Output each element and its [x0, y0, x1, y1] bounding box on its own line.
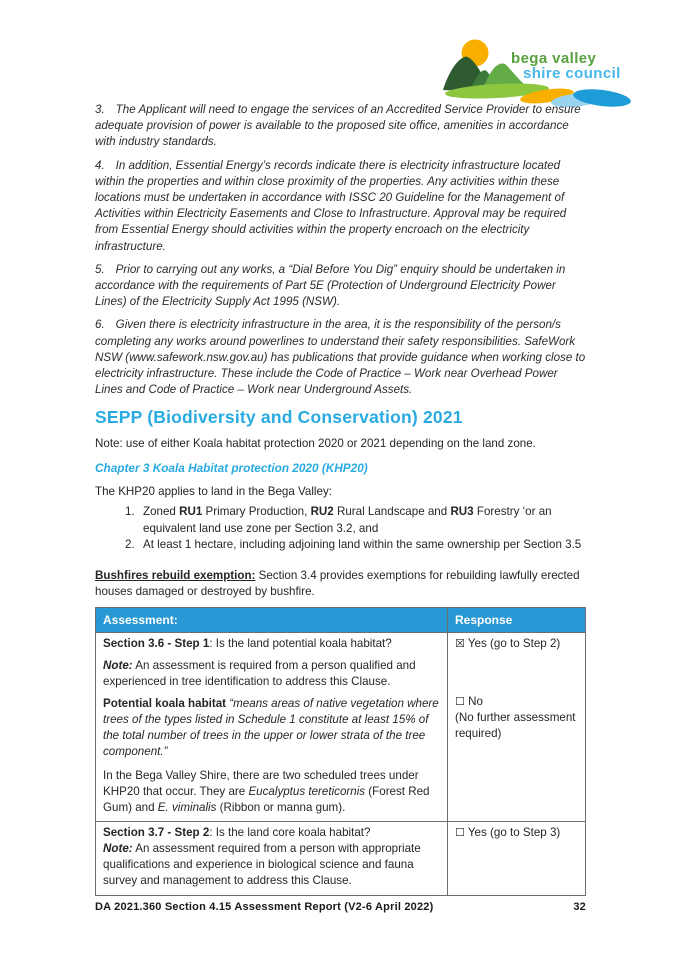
table-row-step2 [96, 821, 586, 895]
list-item-text [143, 504, 586, 537]
response-label: Yes (go to Step 3) [464, 825, 561, 839]
bushfire-exemption-paragraph [95, 568, 586, 601]
paragraph-3 [95, 102, 586, 151]
step2-response-yes [455, 825, 577, 841]
paragraph-number: 3. [95, 103, 105, 116]
list-text-run: Rural Landscape and [333, 505, 451, 519]
scheduled-trees-paragraph [103, 768, 439, 816]
paragraph-text: The Applicant will need to engage the services of an Accredited Service Provider to ensure adequate provision of power is available to the proposed site office, amenities in accordance with industry standards. [95, 103, 581, 149]
step2-assessment-cell [96, 821, 448, 895]
paragraph-text: Prior to carrying out any works, a “Dial Before You Dig” enquiry should be undertaken in accordance with the requirements of Part 5E (Protection of Underground Electricity Power Lines) of the Electricity Supply Act 1995 (NSW). [95, 262, 566, 309]
trees-text-run: (Ribbon or manna gum). [216, 800, 346, 814]
checkbox-checked-icon: ☒ [455, 636, 465, 650]
section-note: Note: use of either Koala habitat protection 2020 or 2021 depending on the land zone. [95, 437, 536, 451]
logo-text-line1: bega valley [511, 50, 597, 67]
khp20-criteria-list [125, 504, 586, 554]
assessment-table [95, 607, 586, 896]
trees-text-run: In the Bega Valley Shire, there are two scheduled trees under KHP20 that occur. They are [103, 768, 419, 798]
note-lead: Note: [103, 841, 133, 855]
spacer [455, 658, 577, 694]
response-label: Yes (go to Step 2) [464, 636, 561, 650]
potential-habitat-definition [103, 696, 439, 760]
step1-response-cell [448, 632, 586, 821]
checkbox-unchecked-icon: ☐ [455, 694, 465, 708]
step1-question-lead: Section 3.6 - Step 1 [103, 636, 210, 650]
species-name: E. viminalis [157, 800, 217, 814]
list-item [125, 537, 586, 554]
definition-quote: “means areas of native vegetation where trees of the types listed in Schedule 1 constitute at least 15% of the total number of trees in the upper or lower strata of the tree component.” [103, 696, 439, 758]
paragraph-number: 6. [95, 318, 105, 332]
logo-text-line2: shire council [523, 65, 621, 82]
paragraph-text: Given there is electricity infrastructure in the area, it is the responsibility of the person/s completing any works around powerlines to understand their safety responsibilities. SafeWork NSW (www.safework.nsw.gov.au) has publications that provide guidance when working close to electricity infrastructure. These include the Code of Practice – Work near Overhead Power Lines and Code of Practice – Work near Underground Assets. [95, 318, 586, 397]
step2-question [103, 825, 439, 841]
note-lead: Note: [103, 658, 133, 672]
step1-response-no-note: (No further assessment required) [455, 710, 576, 740]
step1-response-yes [455, 636, 577, 652]
step2-note [103, 841, 439, 889]
paragraph-number: 4. [95, 158, 105, 172]
paragraph-number: 5. [95, 262, 105, 276]
list-text-run: Primary Production, [202, 505, 311, 519]
page-footer [95, 901, 586, 913]
trees-text-run: (Forest Red Gum) and [103, 784, 430, 814]
checkbox-unchecked-icon: ☐ [455, 825, 465, 839]
list-item-text: At least 1 hectare, including adjoining land within the same ownership per Section 3.5 [143, 538, 582, 552]
list-item-number: 1. [125, 505, 135, 519]
response-label: No [464, 694, 483, 708]
bushfire-exemption-text: Section 3.4 provides exemptions for rebuilding lawfully erected houses damaged or destroyed by bushfire. [95, 568, 580, 599]
list-text-run: Zoned [143, 505, 180, 519]
assessment-column-header: Assessment: [96, 607, 448, 632]
chapter-subheading: Chapter 3 Koala Habitat protection 2020 (KHP20) [95, 461, 368, 476]
definition-lead: Potential koala habitat [103, 696, 227, 710]
list-item [125, 504, 586, 537]
response-column-header: Response [448, 607, 586, 632]
section-heading: SEPP (Biodiversity and Conservation) 2021 [95, 407, 463, 428]
list-item-number: 2. [125, 538, 135, 552]
zone-code: RU2 [310, 505, 334, 519]
step1-question [103, 636, 439, 652]
table-header-row [96, 607, 586, 632]
step1-note [103, 658, 439, 690]
step1-question-text: : Is the land potential koala habitat? [209, 636, 392, 650]
paragraph-4 [95, 158, 586, 255]
list-text-run: Forestry ‘or an equivalent land use zone per Section 3.2, and [143, 505, 552, 535]
note-text: An assessment required from a person with appropriate qualifications and experience in biological science and fauna survey and management to address this Clause. [103, 841, 421, 887]
bushfire-exemption-lead: Bushfires rebuild exemption: [95, 568, 256, 582]
zone-code: RU3 [450, 505, 474, 519]
paragraph-text: In addition, Essential Energy’s records indicate there is electricity infrastructure located within the properties and within close proximity of the properties. Any activities within these locations must be undertaken in accordance with ISSC 20 Guideline for the Management of Activities within Electricity Easements and Close to Infrastructure. Approval may be required from Essential Energy should activities within the property encroach on the electricity infrastructure. [95, 158, 567, 253]
step1-response-no [455, 694, 577, 710]
page-content [95, 0, 586, 896]
paragraph-5 [95, 262, 586, 311]
table-row-step1 [96, 632, 586, 821]
step2-question-lead: Section 3.7 - Step 2 [103, 825, 210, 839]
khp20-intro: The KHP20 applies to land in the Bega Valley: [95, 485, 332, 499]
footer-report-title: DA 2021.360 Section 4.15 Assessment Report (V2-6 April 2022) [95, 901, 434, 913]
paragraph-6 [95, 317, 586, 398]
note-text: An assessment is required from a person qualified and experienced in tree identification to address this Clause. [103, 658, 416, 688]
step2-response-cell [448, 821, 586, 895]
zone-code: RU1 [179, 505, 203, 519]
step1-assessment-cell [96, 632, 448, 821]
species-name: Eucalyptus tereticornis [248, 784, 366, 798]
footer-page-number: 32 [573, 901, 586, 913]
step2-question-text: : Is the land core koala habitat? [209, 825, 371, 839]
